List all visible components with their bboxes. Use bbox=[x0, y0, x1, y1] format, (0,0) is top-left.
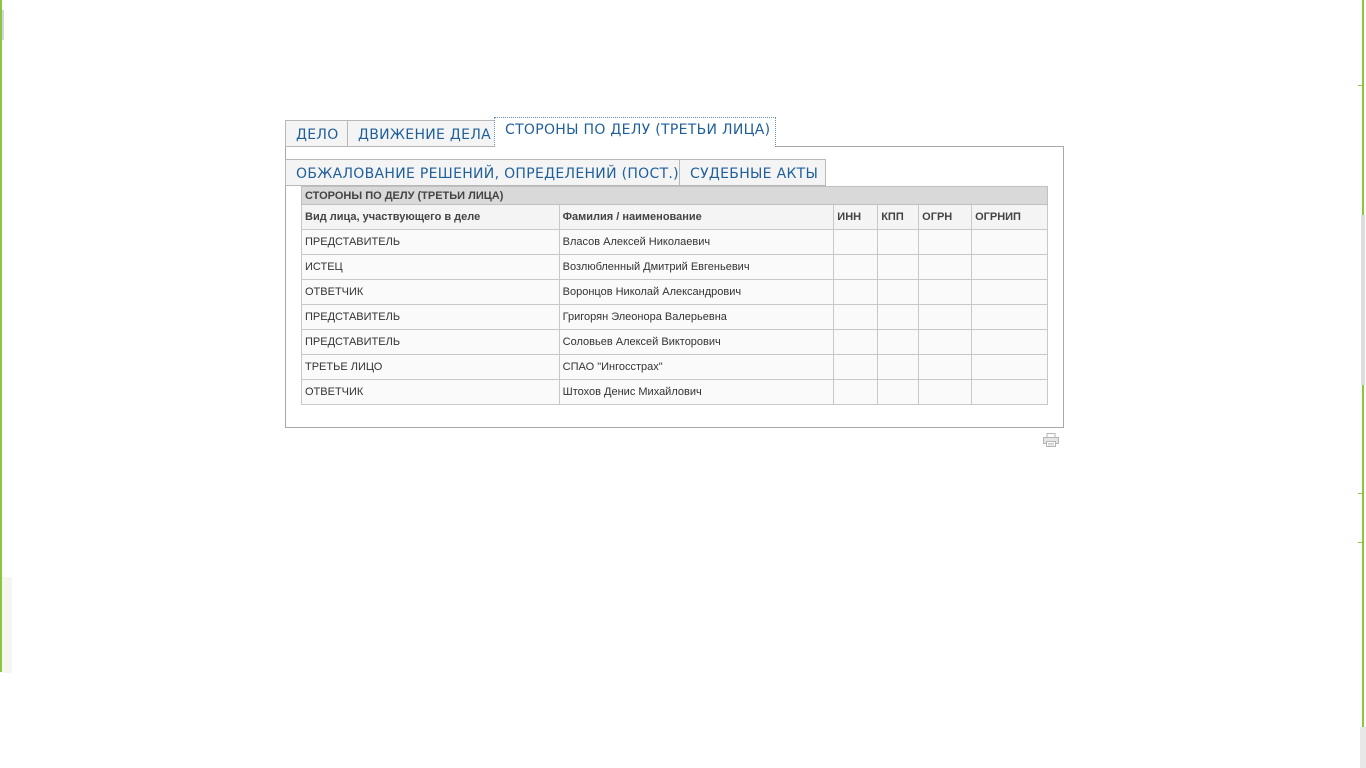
cell-name: СПАО "Ингосстрах" bbox=[559, 355, 834, 380]
cell-inn bbox=[834, 280, 878, 305]
cell-inn bbox=[834, 380, 878, 405]
table-caption-row bbox=[302, 187, 1048, 205]
cell-inn bbox=[834, 255, 878, 280]
cell-ogrnip bbox=[972, 330, 1048, 355]
cell-kpp bbox=[878, 330, 919, 355]
cell-inn bbox=[834, 330, 878, 355]
column-header-name: Фамилия / наименование bbox=[559, 205, 834, 230]
tab-appeals-label: ОБЖАЛОВАНИЕ РЕШЕНИЙ, ОПРЕДЕЛЕНИЙ (ПОСТ.) bbox=[296, 166, 679, 182]
cell-kpp bbox=[878, 255, 919, 280]
cell-party-type: ПРЕДСТАВИТЕЛЬ bbox=[302, 330, 560, 355]
table-row bbox=[302, 380, 1048, 405]
cell-ogrnip bbox=[972, 380, 1048, 405]
tab-case-movement-label: ДВИЖЕНИЕ ДЕЛА bbox=[358, 127, 492, 143]
cell-name: Власов Алексей Николаевич bbox=[559, 230, 834, 255]
table-row bbox=[302, 330, 1048, 355]
cell-kpp bbox=[878, 305, 919, 330]
frame-left-pale-strip bbox=[2, 577, 12, 673]
cell-inn bbox=[834, 230, 878, 255]
cell-ogrn bbox=[919, 280, 972, 305]
column-header-party-type: Вид лица, участвующего в деле bbox=[302, 205, 560, 230]
column-header-inn: ИНН bbox=[834, 205, 878, 230]
frame-right-tick bbox=[1358, 542, 1364, 543]
table-header-row bbox=[302, 205, 1048, 230]
table-row bbox=[302, 280, 1048, 305]
cell-ogrn bbox=[919, 355, 972, 380]
frame-right-tick bbox=[1358, 85, 1364, 86]
cell-ogrnip bbox=[972, 255, 1048, 280]
print-icon-graphic bbox=[1043, 433, 1059, 447]
cell-ogrn bbox=[919, 305, 972, 330]
cell-kpp bbox=[878, 380, 919, 405]
tab-parties-label: СТОРОНЫ ПО ДЕЛУ (ТРЕТЬИ ЛИЦА) bbox=[505, 122, 771, 138]
table-caption: СТОРОНЫ ПО ДЕЛУ (ТРЕТЬИ ЛИЦА) bbox=[302, 187, 1048, 205]
tab-court-acts[interactable] bbox=[679, 159, 826, 186]
cell-ogrnip bbox=[972, 305, 1048, 330]
tab-case[interactable] bbox=[285, 120, 348, 147]
column-header-kpp: КПП bbox=[878, 205, 919, 230]
table-row bbox=[302, 255, 1048, 280]
cell-ogrnip bbox=[972, 230, 1048, 255]
cell-kpp bbox=[878, 355, 919, 380]
column-header-ogrn: ОГРН bbox=[919, 205, 972, 230]
frame-left-mark bbox=[2, 10, 4, 40]
column-header-ogrnip: ОГРНИП bbox=[972, 205, 1048, 230]
scrollbar-thumb[interactable] bbox=[1361, 215, 1365, 385]
cell-ogrnip bbox=[972, 280, 1048, 305]
cell-ogrnip bbox=[972, 355, 1048, 380]
cell-ogrn bbox=[919, 255, 972, 280]
cell-name: Воронцов Николай Александрович bbox=[559, 280, 834, 305]
cell-party-type: ПРЕДСТАВИТЕЛЬ bbox=[302, 305, 560, 330]
cell-party-type: ИСТЕЦ bbox=[302, 255, 560, 280]
cell-party-type: ОТВЕТЧИК bbox=[302, 380, 560, 405]
tab-case-label: ДЕЛО bbox=[296, 127, 339, 143]
cell-inn bbox=[834, 305, 878, 330]
parties-table bbox=[301, 186, 1048, 405]
cell-party-type: ОТВЕТЧИК bbox=[302, 280, 560, 305]
print-icon[interactable] bbox=[1043, 432, 1059, 446]
cell-kpp bbox=[878, 280, 919, 305]
cell-ogrn bbox=[919, 230, 972, 255]
cell-name: Штохов Денис Михайлович bbox=[559, 380, 834, 405]
cell-name: Григорян Элеонора Валерьевна bbox=[559, 305, 834, 330]
frame-left-edge bbox=[0, 0, 2, 672]
cell-ogrn bbox=[919, 330, 972, 355]
frame-right-tick bbox=[1358, 493, 1364, 494]
tab-court-acts-label: СУДЕБНЫЕ АКТЫ bbox=[690, 166, 819, 182]
cell-party-type: ПРЕДСТАВИТЕЛЬ bbox=[302, 230, 560, 255]
table-row bbox=[302, 355, 1048, 380]
tab-appeals[interactable] bbox=[285, 159, 680, 186]
tab-case-movement[interactable] bbox=[347, 120, 495, 147]
table-row bbox=[302, 230, 1048, 255]
cell-ogrn bbox=[919, 380, 972, 405]
cell-kpp bbox=[878, 230, 919, 255]
cell-party-type: ТРЕТЬЕ ЛИЦО bbox=[302, 355, 560, 380]
table-row bbox=[302, 305, 1048, 330]
tab-parties[interactable] bbox=[494, 117, 776, 147]
frame-bottom-right bbox=[1360, 727, 1366, 768]
cell-name: Соловьев Алексей Викторович bbox=[559, 330, 834, 355]
cell-inn bbox=[834, 355, 878, 380]
cell-name: Возлюбленный Дмитрий Евгеньевич bbox=[559, 255, 834, 280]
